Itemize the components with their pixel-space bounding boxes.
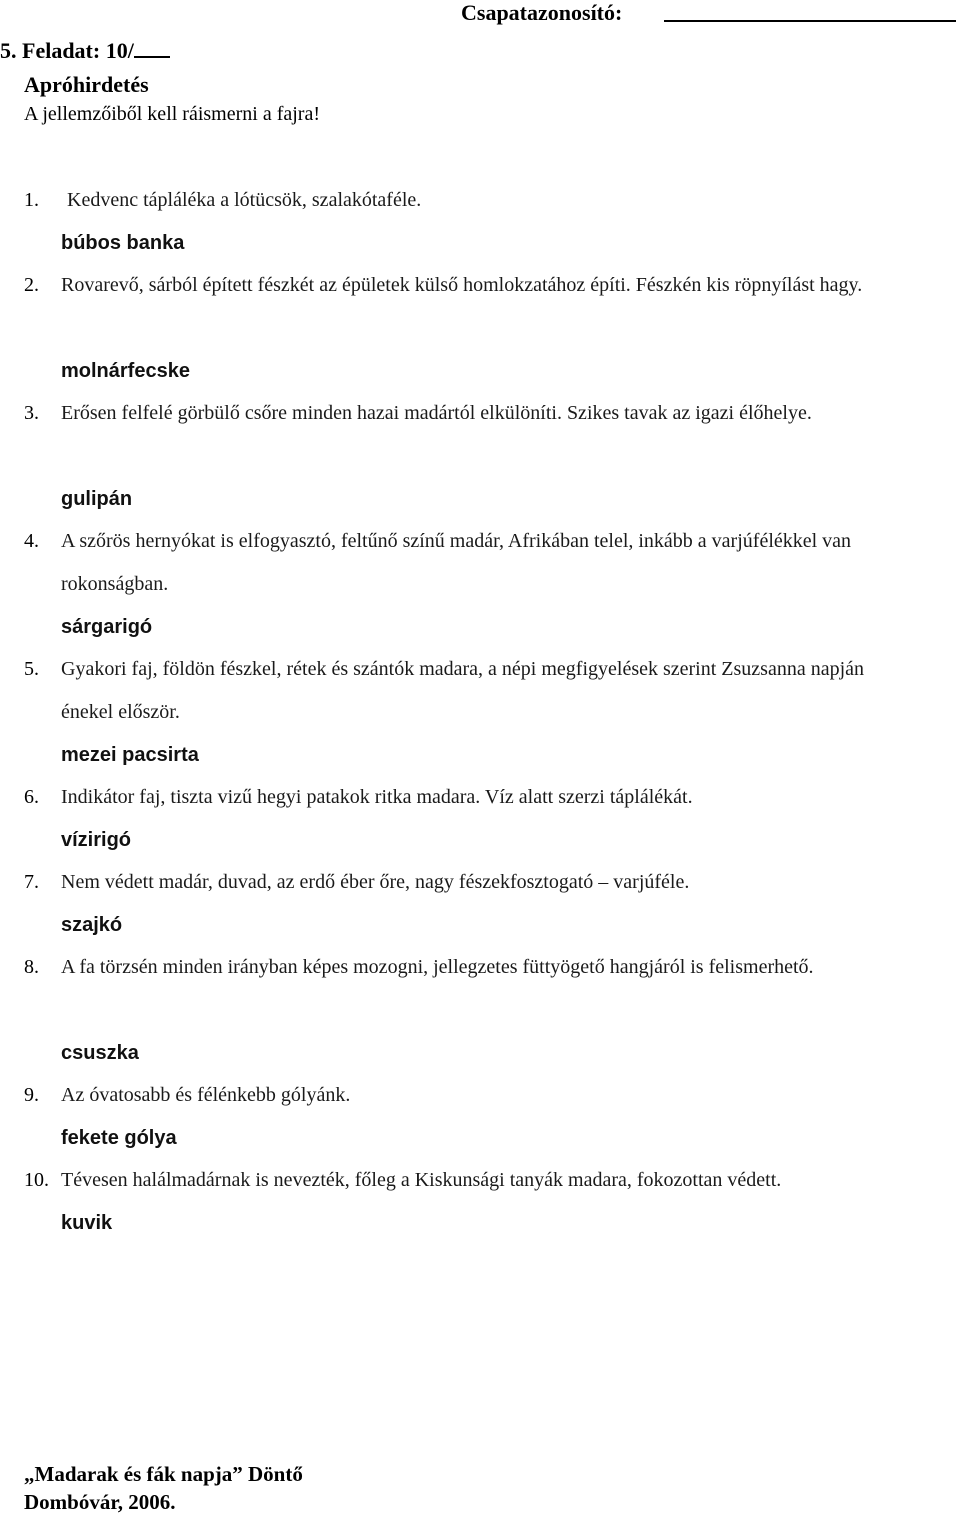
team-id-label: Csapatazonosító: xyxy=(461,0,623,25)
footer-event: „Madarak és fák napja” Döntő xyxy=(24,1462,303,1486)
question-text: A szőrös hernyókat is elfogyasztó, feltűnő színű madár, Afrikában telel, inkább a varjúfélékkel van rokonságban. xyxy=(61,530,852,595)
task-title-text: 5. Feladat: 10/ xyxy=(0,38,134,63)
question-number: 7. xyxy=(24,871,39,893)
question-text: Tévesen halálmadárnak is nevezték, főleg a Kiskunsági tanyák madara, fokozottan védett. xyxy=(61,1169,782,1191)
question-number: 10. xyxy=(24,1169,49,1191)
question-number: 9. xyxy=(24,1084,39,1106)
question-number: 8. xyxy=(24,956,39,978)
task-title xyxy=(0,38,170,64)
team-id-blank-line xyxy=(664,20,956,22)
question-answer: fekete gólya xyxy=(61,1127,177,1149)
question-number: 6. xyxy=(24,786,39,808)
question-answer: kuvik xyxy=(61,1212,113,1234)
task-subtitle: Apróhirdetés xyxy=(24,72,149,97)
question-text: A fa törzsén minden irányban képes mozogni, jellegzetes füttyögető hangjáról is felismerhető. xyxy=(61,956,814,978)
question-answer: mezei pacsirta xyxy=(61,744,199,766)
question-number: 1. xyxy=(24,189,39,211)
score-blank xyxy=(134,38,170,58)
footer-place-date: Dombóvár, 2006. xyxy=(24,1490,176,1514)
question-text: Erősen felfelé görbülő csőre minden hazai madártól elkülöníti. Szikes tavak az igazi élőhelye. xyxy=(61,402,812,424)
question-text: Gyakori faj, földön fészkel, rétek és szántók madara, a népi megfigyelések szerint Zsuzsanna napján énekel először. xyxy=(61,658,865,723)
task-instruction: A jellemzőiből kell ráismerni a fajra! xyxy=(24,103,320,125)
question-number: 3. xyxy=(24,402,39,424)
question-number: 4. xyxy=(24,530,39,552)
question-answer: sárgarigó xyxy=(61,616,153,638)
question-text: Indikátor faj, tiszta vizű hegyi patakok ritka madara. Víz alatt szerzi táplálékát. xyxy=(61,786,693,808)
question-text: Az óvatosabb és félénkebb gólyánk. xyxy=(61,1084,351,1106)
question-answer: gulipán xyxy=(61,488,133,510)
question-answer: szajkó xyxy=(61,914,123,936)
question-number: 2. xyxy=(24,274,39,296)
question-text: Nem védett madár, duvad, az erdő éber őre, nagy fészekfosztogató – varjúféle. xyxy=(61,871,690,893)
question-answer: csuszka xyxy=(61,1042,139,1064)
question-text: Rovarevő, sárból épített fészkét az épületek külső homlokzatához építi. Fészkén kis röpnyílást hagy. xyxy=(61,274,863,296)
question-answer: búbos banka xyxy=(61,232,185,254)
question-text: Kedvenc tápláléka a lótücsök, szalakótaféle. xyxy=(67,189,422,211)
question-answer: vízirigó xyxy=(61,829,132,851)
question-answer: molnárfecske xyxy=(61,360,190,382)
question-number: 5. xyxy=(24,658,39,680)
